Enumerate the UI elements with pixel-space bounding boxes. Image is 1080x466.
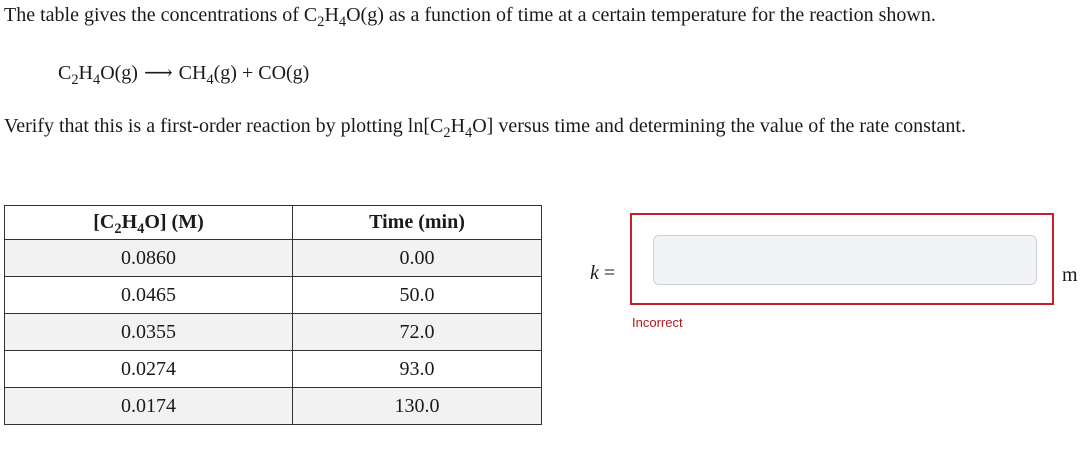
time-cell: 130.0	[293, 388, 542, 425]
concentration-cell: 0.0174	[5, 388, 293, 425]
concentration-cell: 0.0274	[5, 351, 293, 388]
time-cell: 50.0	[293, 277, 542, 314]
table-row	[5, 314, 542, 351]
reaction-equation: $C_2H_4O(g)$ ⟶ $CH_4(g) + CO(g)$	[58, 62, 310, 88]
header-time: Time (min)	[293, 206, 542, 240]
table-row	[5, 240, 542, 277]
question-intro: The table gives the concentrations of $C_2H_4O(g)$ as a function of time at a certain temperature for the reaction shown.	[4, 4, 936, 30]
question-task: Verify that this is a first-order reaction by plotting $\ln[C_2H_4O]$ versus time and determining the value of the rate constant.	[4, 115, 966, 141]
answer-feedback-box	[630, 213, 1054, 305]
time-cell: 0.00	[293, 240, 542, 277]
unit-label: m	[1062, 264, 1078, 286]
table-header-row	[5, 206, 542, 240]
incorrect-feedback-label: Incorrect	[632, 315, 683, 330]
time-cell: 93.0	[293, 351, 542, 388]
time-cell: 72.0	[293, 314, 542, 351]
reaction-arrow-icon: ⟶	[143, 62, 173, 84]
concentration-cell: 0.0860	[5, 240, 293, 277]
rate-constant-input[interactable]	[653, 235, 1037, 285]
concentration-time-table	[4, 205, 542, 425]
table-row	[5, 388, 542, 425]
header-concentration: $[C_2H_4O]$ (M)	[5, 206, 293, 240]
table-row	[5, 351, 542, 388]
concentration-cell: 0.0355	[5, 314, 293, 351]
concentration-cell: 0.0465	[5, 277, 293, 314]
rate-constant-label: k =	[590, 262, 616, 284]
table-row	[5, 277, 542, 314]
